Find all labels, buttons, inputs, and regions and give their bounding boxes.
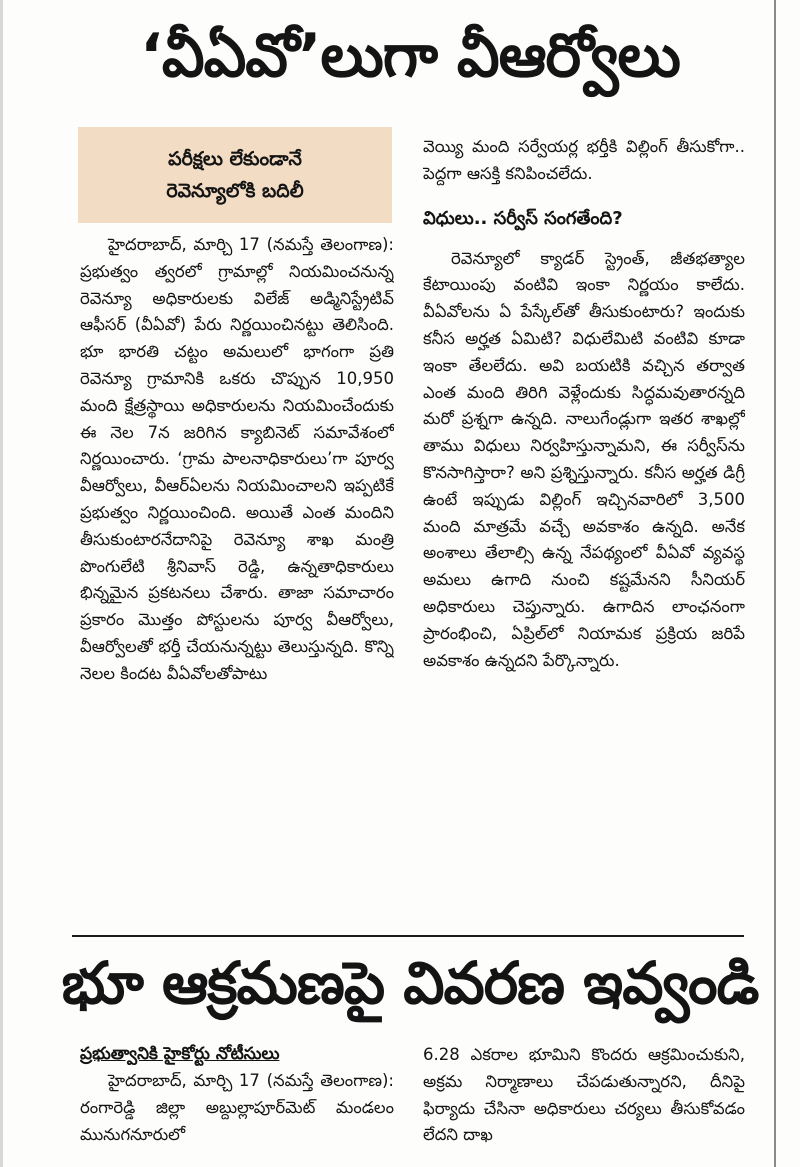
story1-col2-lead: వెయ్యి మంది సర్వేయర్ల భర్తీకి విల్లింగ్‌ తీసుకోగా.. పెద్దగా ఆసక్తి కనిపించలేదు.	[423, 137, 745, 183]
story1-col1-text: హైదరాబాద్‌, మార్చి 17 (నమస్తే తెలంగాణ): ప్రభుత్వం త్వరలో గ్రామాల్లో నియమించనున్న రెవెన్యూ అధికారులకు విలేజ్‌ అడ్మినిస్ట్రేటివ్‌ ఆఫీసర్‌ (వీఏవో) పేరు నిర్ణయించినట్టు తెలిసింది. భూ భారతి చట్టం అమలులో భాగంగా ప్రతి రెవెన్యూ గ్రామానికి ఒకరు చొప్పున 10,950 మంది క్షేత్రస్థాయి అధికారులను నియమించేందుకు ఈ నెల 7న జరిగిన క్యాబినెట్‌ సమావేశంలో నిర్ణయించారు. ‘గ్రామ పాలనాధికారులు’గా పూర్వ వీఆర్వోలు, వీఆర్‌ఏలను నియమించాలని ఇప్పటికే ప్రభుత్వం నిర్ణయించింది. అయితే ఎంత మందిని తీసుకుంటారనేదానిపై రెవెన్యూ శాఖ మంత్రి పొంగులేటి శ్రీనివాస్‌ రెడ్డి, ఉన్నతాధికారులు భిన్నమైన ప్రకటనలు చేశారు. తాజా సమాచారం ప్రకారం మొత్తం పోస్టులను పూర్వ వీఆర్వోలు, వీఆర్వోలతో భర్తీ చేయనున్నట్టు తెలుస్తున్నది. కొన్ని నెలల కిందట వీఏవోలతోపాటు	[80, 235, 394, 683]
story1-col2-text: రెవెన్యూలో క్యాడర్‌ స్ట్రెంత్‌, జీతభత్యాల కేటాయింపు వంటివి ఇంకా నిర్ణయం కాలేదు. వీఏవోలను ఏ పేస్కేల్‌తో తీసుకుంటారు? ఇందుకు కనీస అర్హత ఏమిటి? విధులేమిటి వంటివి కూడా ఇంకా తేలలేదు. అవి బయటికి వచ్చిన తర్వాత ఎంత మంది తిరిగి వెళ్లేందుకు సిద్ధమవుతారన్నది మరో ప్రశ్నగా ఉన్నది. నాలుగేండ్లుగా ఇతర శాఖల్లో తాము విధులు నిర్వహిస్తున్నామని, ఈ సర్వీస్‌ను కొనసాగిస్తారా? అని ప్రశ్నిస్తున్నారు. కనీస అర్హత డిగ్రీ ఉంటే ఇప్పుడు విల్లింగ్‌ ఇచ్చినవారిలో 3,500 మంది మాత్రమే వచ్చే అవకాశం ఉన్నది. అనేక అంశాలు తేలాల్సి ఉన్న నేపథ్యంలో వీఏవో వ్యవస్థ అమలు ఉగాది నుంచి కష్టమేనని సీనియర్‌ అధికారులు చెప్తున్నారు. ఉగాదిన లాంఛనంగా ప్రారంభించి, ఏప్రిల్‌లో నియామక ప్రక్రియ జరిపే అవకాశం ఉన్నదని పేర్కొన్నారు.	[423, 248, 745, 670]
deck-line-1: పరీక్షలు లేకుండానే	[168, 148, 302, 170]
story2-column-2	[423, 1042, 745, 1167]
story2-col2-text: 6.28 ఎకరాల భూమిని కొందరు ఆక్రమించుకుని, అక్రమ నిర్మాణాలు చేపడుతున్నారని, దీనిపై ఫిర్యాదు చేసినా అధికారులు చర్యలు తీసుకోవడం లేదని దాఖ	[423, 1045, 745, 1145]
story1-deck	[78, 127, 392, 223]
page-left-edge	[0, 0, 3, 1167]
story1-column-2	[423, 134, 745, 924]
story1-column-1	[80, 232, 394, 914]
story2-kicker: ప్రభుత్వానికి హైకోర్టు నోటీసులు	[80, 1044, 280, 1064]
story1-subhead: విధులు.. సర్వీస్‌ సంగతేంది?	[423, 207, 623, 229]
section-divider	[72, 935, 744, 937]
story2-column-1	[80, 1040, 394, 1167]
story1-headline: ‘వీఏవో’లుగా వీఆర్వోలు	[140, 21, 680, 91]
story2-headline: భూ ఆక్రమణపై వివరణ ఇవ్వండి	[61, 948, 759, 1017]
deck-line-2: రెవెన్యూలోకి బదిలీ	[166, 180, 304, 202]
page-column-edge	[774, 0, 776, 1167]
story2-col1-text: హైదరాబాద్‌, మార్చి 17 (నమస్తే తెలంగాణ): రంగారెడ్డి జిల్లా అబ్దుల్లాపూర్‌మెట్‌ మండలం మునుగనూరులో	[80, 1071, 394, 1144]
